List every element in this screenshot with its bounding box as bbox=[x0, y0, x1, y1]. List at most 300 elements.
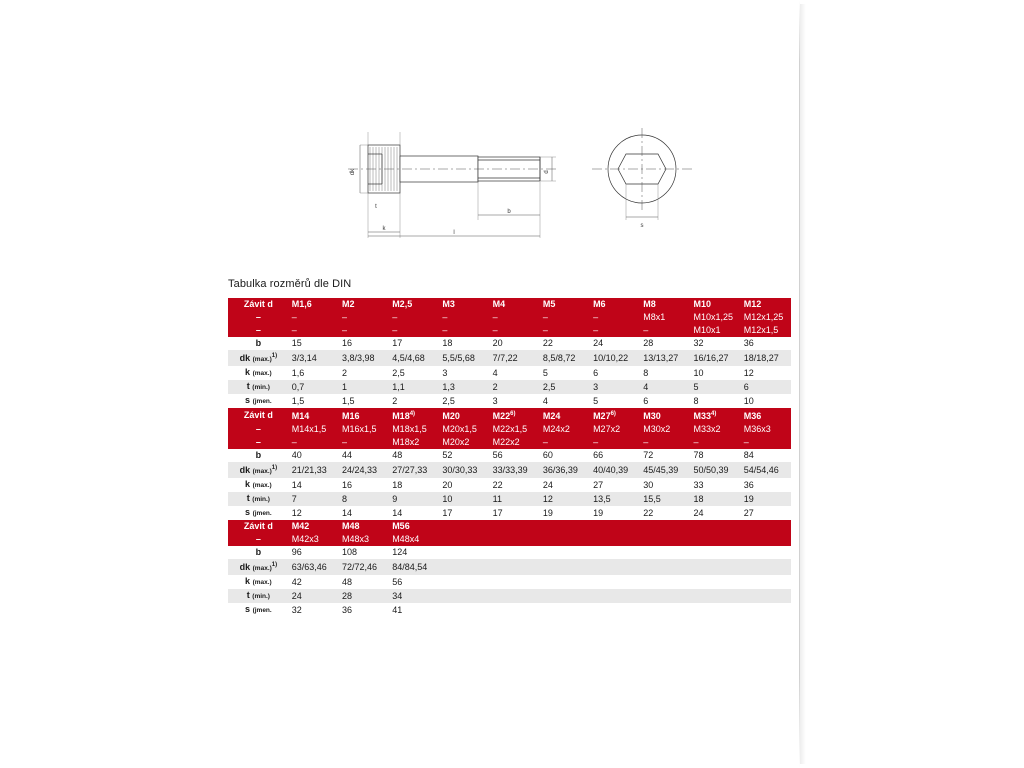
cell: 20 bbox=[439, 478, 489, 492]
cell: 15,5 bbox=[640, 492, 690, 506]
cell: 56 bbox=[490, 449, 540, 462]
cell: 5 bbox=[540, 366, 590, 380]
row-label-thread: Závit d bbox=[228, 408, 289, 423]
cell: M42 bbox=[289, 520, 339, 533]
cell-text: M33 bbox=[693, 411, 712, 421]
table-row bbox=[228, 520, 791, 533]
cell: M12x1,5 bbox=[741, 324, 791, 337]
cell: – bbox=[590, 324, 640, 337]
row-label-thread: Závit d bbox=[228, 298, 289, 311]
cell: 72/72,46 bbox=[339, 559, 389, 575]
cell-text: M16 bbox=[341, 411, 360, 421]
cell: M18x2 bbox=[389, 436, 439, 449]
cell-sup: 4) bbox=[711, 411, 717, 417]
cell: – bbox=[289, 311, 339, 324]
row-label-s bbox=[228, 506, 289, 520]
cell: M2,5 bbox=[389, 298, 439, 311]
cell: 124 bbox=[389, 546, 439, 559]
cell: 12 bbox=[540, 492, 590, 506]
cell: 8 bbox=[691, 394, 741, 408]
cell: 12 bbox=[741, 366, 791, 380]
cell: M3 bbox=[439, 298, 489, 311]
cell-text: M24 bbox=[542, 411, 561, 421]
cell: 84/84,54 bbox=[389, 559, 439, 575]
cell-text: M27 bbox=[593, 411, 611, 421]
table-row bbox=[228, 311, 791, 324]
cell: M2 bbox=[339, 298, 389, 311]
table-row bbox=[228, 533, 791, 546]
technical-drawing bbox=[330, 120, 730, 260]
row-label-s-sub: (jmen. bbox=[252, 398, 272, 405]
cell bbox=[741, 589, 791, 603]
cell: 34 bbox=[389, 589, 439, 603]
cell: 10 bbox=[439, 492, 489, 506]
cell: 50/50,39 bbox=[691, 462, 741, 478]
cell-sup: 4) bbox=[409, 411, 416, 417]
cell bbox=[590, 603, 640, 617]
cell: 2,5 bbox=[439, 394, 489, 408]
cell-text: M14 bbox=[291, 411, 310, 421]
row-label-dk bbox=[228, 559, 289, 575]
cell: 5,5/5,68 bbox=[439, 350, 489, 366]
cell: – bbox=[540, 324, 590, 337]
cell: 19 bbox=[540, 506, 590, 520]
row-label-dk-sub: (max.) bbox=[252, 565, 272, 572]
cell: M14x1,5 bbox=[289, 423, 339, 436]
cell: 10/10,22 bbox=[590, 350, 640, 366]
cell: 24 bbox=[289, 589, 339, 603]
table-row bbox=[228, 380, 791, 394]
row-label-k-sub: (max.) bbox=[252, 579, 272, 586]
cell bbox=[540, 408, 590, 423]
row-label-t-sub: (min.) bbox=[252, 593, 270, 600]
cell: 36/36,39 bbox=[540, 462, 590, 478]
row-label-s bbox=[228, 603, 289, 617]
cell: M8x1 bbox=[640, 311, 690, 324]
table-row bbox=[228, 462, 791, 478]
table-row bbox=[228, 408, 791, 423]
cell bbox=[640, 533, 690, 546]
cell: 14 bbox=[339, 506, 389, 520]
cell: M12x1,25 bbox=[741, 311, 791, 324]
cell: 36 bbox=[339, 603, 389, 617]
cell bbox=[691, 575, 741, 589]
cell: 24/24,33 bbox=[339, 462, 389, 478]
cell: M20x2 bbox=[439, 436, 489, 449]
cell: 40 bbox=[289, 449, 339, 462]
table-row bbox=[228, 337, 791, 350]
cell: 4 bbox=[540, 394, 590, 408]
cell: M5 bbox=[540, 298, 590, 311]
cell bbox=[540, 589, 590, 603]
cell: 96 bbox=[289, 546, 339, 559]
cell: M20x1,5 bbox=[439, 423, 489, 436]
cell: – bbox=[339, 311, 389, 324]
cell: 17 bbox=[389, 337, 439, 350]
cell: 28 bbox=[339, 589, 389, 603]
dim-label-dk: dk bbox=[350, 168, 356, 176]
cell-text: M20 bbox=[442, 411, 460, 421]
cell: 1 bbox=[339, 380, 389, 394]
cell bbox=[439, 533, 489, 546]
row-label-dk-sub: (max.) bbox=[252, 468, 272, 475]
cell: M27x2 bbox=[590, 423, 640, 436]
cell: 27 bbox=[741, 506, 791, 520]
row-label-k-sub: (max.) bbox=[252, 370, 272, 377]
cell: M1,6 bbox=[289, 298, 339, 311]
cell bbox=[590, 408, 640, 423]
cell: 0,7 bbox=[289, 380, 339, 394]
cell: M10x1 bbox=[691, 324, 741, 337]
cell: 63/63,46 bbox=[289, 559, 339, 575]
cell: 14 bbox=[389, 506, 439, 520]
cell: 24 bbox=[691, 506, 741, 520]
cell bbox=[691, 603, 741, 617]
cell: 6 bbox=[640, 394, 690, 408]
cell bbox=[640, 575, 690, 589]
cell bbox=[439, 575, 489, 589]
cell bbox=[490, 575, 540, 589]
cell bbox=[540, 559, 590, 575]
table-row bbox=[228, 423, 791, 436]
cell: 36 bbox=[741, 337, 791, 350]
cell bbox=[439, 546, 489, 559]
cell: – bbox=[289, 436, 339, 449]
cell bbox=[339, 408, 389, 423]
dimensions-table bbox=[228, 298, 791, 617]
row-label-thread: Závit d bbox=[228, 520, 289, 533]
table-row bbox=[228, 603, 791, 617]
cell bbox=[439, 559, 489, 575]
cell bbox=[289, 408, 339, 423]
cell-text: M36 bbox=[743, 411, 762, 421]
table-row bbox=[228, 366, 791, 380]
cell: – bbox=[339, 324, 389, 337]
cell: 16/16,27 bbox=[691, 350, 741, 366]
row-label-t-text: t bbox=[246, 590, 250, 600]
cell: M6 bbox=[590, 298, 640, 311]
cell: M24x2 bbox=[540, 423, 590, 436]
cell: 48 bbox=[389, 449, 439, 462]
cell: 27/27,33 bbox=[389, 462, 439, 478]
table-row bbox=[228, 298, 791, 311]
table-row bbox=[228, 478, 791, 492]
cell: 41 bbox=[389, 603, 439, 617]
row-label-k-text: k bbox=[245, 479, 251, 489]
cell: 7 bbox=[289, 492, 339, 506]
table-row bbox=[228, 506, 791, 520]
cell: 36 bbox=[741, 478, 791, 492]
cell: 60 bbox=[540, 449, 590, 462]
cell: 8 bbox=[640, 366, 690, 380]
cell: 8 bbox=[339, 492, 389, 506]
cell bbox=[640, 520, 690, 533]
cell: 16 bbox=[339, 337, 389, 350]
cell: M22x1,5 bbox=[490, 423, 540, 436]
dim-label-l: l bbox=[453, 230, 455, 236]
cell: 2,5 bbox=[389, 366, 439, 380]
page-edge-gradient bbox=[800, 4, 806, 764]
row-label-t-sub: (min.) bbox=[252, 496, 270, 503]
cell: – bbox=[640, 436, 690, 449]
cell: – bbox=[691, 436, 741, 449]
cell bbox=[389, 408, 439, 423]
cell: 2 bbox=[389, 394, 439, 408]
cell bbox=[590, 533, 640, 546]
cell: 84 bbox=[741, 449, 791, 462]
cell bbox=[540, 603, 590, 617]
table-row bbox=[228, 492, 791, 506]
cell bbox=[490, 408, 540, 423]
cell: 13,5 bbox=[590, 492, 640, 506]
cell: 33 bbox=[691, 478, 741, 492]
row-label-dk-text: dk bbox=[239, 353, 251, 363]
cell: M36x3 bbox=[741, 423, 791, 436]
cell: 28 bbox=[640, 337, 690, 350]
cell: 22 bbox=[540, 337, 590, 350]
dim-label-d: d bbox=[544, 170, 550, 174]
cell bbox=[540, 533, 590, 546]
cell bbox=[741, 546, 791, 559]
cell: M56 bbox=[389, 520, 439, 533]
cell: 8,5/8,72 bbox=[540, 350, 590, 366]
cell: 42 bbox=[289, 575, 339, 589]
cell-text: M18 bbox=[392, 411, 410, 421]
row-label-s bbox=[228, 394, 289, 408]
cell bbox=[741, 575, 791, 589]
row-label-k bbox=[228, 575, 289, 589]
cell bbox=[540, 520, 590, 533]
cell: 18 bbox=[439, 337, 489, 350]
cell: 72 bbox=[640, 449, 690, 462]
table-row bbox=[228, 589, 791, 603]
cell: 27 bbox=[590, 478, 640, 492]
row-label-dk-text: dk bbox=[239, 465, 251, 475]
dim-label-k: k bbox=[382, 226, 386, 232]
row-label-s-text: s bbox=[245, 507, 251, 517]
cell: 22 bbox=[490, 478, 540, 492]
cell: 22 bbox=[640, 506, 690, 520]
row-label-k-text: k bbox=[245, 367, 251, 377]
cell: M12 bbox=[741, 298, 791, 311]
cell-text: M22 bbox=[492, 411, 511, 421]
cell: M42x3 bbox=[289, 533, 339, 546]
cell: 15 bbox=[289, 337, 339, 350]
cell: 1,5 bbox=[339, 394, 389, 408]
cell: M16x1,5 bbox=[339, 423, 389, 436]
cell bbox=[490, 533, 540, 546]
row-label-dk-sup: 1) bbox=[271, 353, 278, 359]
cell bbox=[540, 546, 590, 559]
cell: M18x1,5 bbox=[389, 423, 439, 436]
table-row bbox=[228, 559, 791, 575]
cell: M48 bbox=[339, 520, 389, 533]
row-label-dash: – bbox=[228, 423, 289, 436]
row-label-k-sub: (max.) bbox=[252, 482, 272, 489]
row-label-dk-sup: 1) bbox=[271, 562, 278, 568]
cell: 1,3 bbox=[439, 380, 489, 394]
cell: – bbox=[490, 324, 540, 337]
cell: M10x1,25 bbox=[691, 311, 741, 324]
cell: M22x2 bbox=[490, 436, 540, 449]
cell: 4 bbox=[640, 380, 690, 394]
cell bbox=[590, 589, 640, 603]
cell bbox=[439, 603, 489, 617]
row-label-dk bbox=[228, 462, 289, 478]
cell: 17 bbox=[439, 506, 489, 520]
row-label-dash: – bbox=[228, 533, 289, 546]
cell: 10 bbox=[741, 394, 791, 408]
cell: – bbox=[389, 311, 439, 324]
cell: 32 bbox=[289, 603, 339, 617]
cell: – bbox=[640, 324, 690, 337]
cell: 52 bbox=[439, 449, 489, 462]
row-label-t bbox=[228, 492, 289, 506]
screw-drawing-svg bbox=[330, 120, 730, 260]
row-label-dk-sup: 1) bbox=[271, 465, 278, 471]
cell bbox=[490, 559, 540, 575]
row-label-dk-text: dk bbox=[239, 562, 251, 572]
table-row bbox=[228, 350, 791, 366]
table-row bbox=[228, 324, 791, 337]
cell bbox=[490, 603, 540, 617]
cell: M4 bbox=[490, 298, 540, 311]
cell: – bbox=[741, 436, 791, 449]
row-label-k bbox=[228, 478, 289, 492]
cell: 44 bbox=[339, 449, 389, 462]
cell: 48 bbox=[339, 575, 389, 589]
row-label-s-text: s bbox=[245, 395, 251, 405]
cell-sup: 6) bbox=[510, 411, 516, 417]
cell: 30 bbox=[640, 478, 690, 492]
row-label-s-text: s bbox=[245, 604, 251, 614]
row-label-b: b bbox=[228, 449, 289, 462]
cell: – bbox=[389, 324, 439, 337]
cell: 7/7,22 bbox=[490, 350, 540, 366]
cell: 2 bbox=[490, 380, 540, 394]
cell bbox=[640, 603, 690, 617]
cell bbox=[741, 559, 791, 575]
cell-sup: 6) bbox=[610, 411, 616, 417]
cell: M8 bbox=[640, 298, 690, 311]
row-label-k-text: k bbox=[245, 576, 251, 586]
cell: – bbox=[339, 436, 389, 449]
row-label-dk bbox=[228, 350, 289, 366]
row-label-s-sub: (jmen. bbox=[252, 510, 272, 517]
cell bbox=[490, 546, 540, 559]
row-label-k bbox=[228, 366, 289, 380]
table-row bbox=[228, 436, 791, 449]
row-label-b: b bbox=[228, 337, 289, 350]
row-label-dash: – bbox=[228, 311, 289, 324]
cell: 32 bbox=[691, 337, 741, 350]
cell: 3 bbox=[490, 394, 540, 408]
cell: – bbox=[540, 436, 590, 449]
row-label-t-text: t bbox=[246, 493, 250, 503]
table-row bbox=[228, 449, 791, 462]
row-label-b: b bbox=[228, 546, 289, 559]
cell bbox=[691, 520, 741, 533]
cell: 6 bbox=[590, 366, 640, 380]
cell: 5 bbox=[691, 380, 741, 394]
cell: 18/18,27 bbox=[741, 350, 791, 366]
cell: 1,1 bbox=[389, 380, 439, 394]
cell: 1,5 bbox=[289, 394, 339, 408]
cell: 16 bbox=[339, 478, 389, 492]
cell bbox=[741, 408, 791, 423]
cell: 45/45,39 bbox=[640, 462, 690, 478]
table-row bbox=[228, 546, 791, 559]
table-row bbox=[228, 575, 791, 589]
cell: 78 bbox=[691, 449, 741, 462]
cell: 19 bbox=[590, 506, 640, 520]
cell bbox=[640, 589, 690, 603]
cell: 66 bbox=[590, 449, 640, 462]
row-label-t bbox=[228, 589, 289, 603]
cell: 33/33,39 bbox=[490, 462, 540, 478]
cell bbox=[691, 546, 741, 559]
row-label-s-sub: (jmen. bbox=[252, 607, 272, 614]
cell: 40/40,39 bbox=[590, 462, 640, 478]
row-label-dk-sub: (max.) bbox=[252, 356, 272, 363]
cell: 14 bbox=[289, 478, 339, 492]
cell: 24 bbox=[540, 478, 590, 492]
cell: 56 bbox=[389, 575, 439, 589]
cell bbox=[691, 408, 741, 423]
cell bbox=[590, 546, 640, 559]
dim-label-s: s bbox=[640, 223, 644, 229]
cell: M48x4 bbox=[389, 533, 439, 546]
dim-label-t: t bbox=[375, 204, 377, 210]
cell: 9 bbox=[389, 492, 439, 506]
cell: 20 bbox=[490, 337, 540, 350]
cell: M30x2 bbox=[640, 423, 690, 436]
cell: 18 bbox=[691, 492, 741, 506]
row-label-t-text: t bbox=[246, 381, 250, 391]
cell: 54/54,46 bbox=[741, 462, 791, 478]
cell bbox=[439, 408, 489, 423]
cell bbox=[741, 533, 791, 546]
cell: 5 bbox=[590, 394, 640, 408]
cell: – bbox=[490, 311, 540, 324]
cell: – bbox=[439, 311, 489, 324]
cell bbox=[741, 520, 791, 533]
cell bbox=[439, 520, 489, 533]
cell: M33x2 bbox=[691, 423, 741, 436]
row-label-dash: – bbox=[228, 324, 289, 337]
cell: 12 bbox=[289, 506, 339, 520]
cell: M10 bbox=[691, 298, 741, 311]
cell: – bbox=[590, 311, 640, 324]
cell bbox=[691, 533, 741, 546]
row-label-t-sub: (min.) bbox=[252, 384, 270, 391]
cell: 3,8/3,98 bbox=[339, 350, 389, 366]
cell: 30/30,33 bbox=[439, 462, 489, 478]
cell bbox=[540, 575, 590, 589]
cell: 13/13,27 bbox=[640, 350, 690, 366]
dimensions-table-container bbox=[228, 298, 791, 617]
cell: 18 bbox=[389, 478, 439, 492]
cell-text: M30 bbox=[643, 411, 661, 421]
cell: 19 bbox=[741, 492, 791, 506]
cell bbox=[691, 589, 741, 603]
cell bbox=[490, 520, 540, 533]
cell: 17 bbox=[490, 506, 540, 520]
cell: 4 bbox=[490, 366, 540, 380]
cell: 2,5 bbox=[540, 380, 590, 394]
cell: 21/21,33 bbox=[289, 462, 339, 478]
cell: – bbox=[540, 311, 590, 324]
